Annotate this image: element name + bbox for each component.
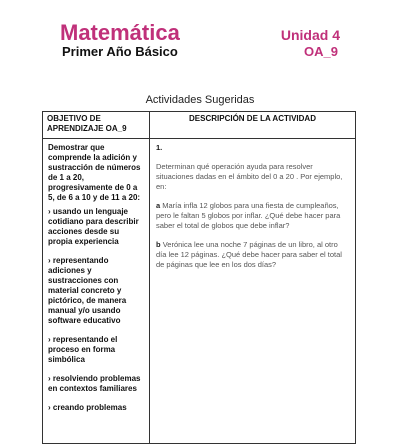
oa-label: OA_9 <box>304 44 338 59</box>
objective-item: › representando adiciones y sustracciones con material concreto y pictórico, de manera manual y/o usando software educativo <box>48 256 127 325</box>
objective-item: › resolviendo problemas en contextos familiares <box>48 374 141 393</box>
table-row <box>43 139 356 444</box>
unit-label: Unidad 4 <box>280 27 340 43</box>
activity-intro: Determinan qué operación ayuda para resolver situaciones dadas en el ámbito del 0 a 20 . Por ejemplo, en: <box>156 162 343 191</box>
objective-cell <box>43 139 150 444</box>
grade-subtitle: Primer Año Básico <box>62 44 178 59</box>
activity-item-text: María infla 12 globos para una fiesta de cumpleaños, pero le faltan 5 globos por inflar. ¿Qué debe hacer para saber el total de globos que debe inflar? <box>156 201 341 230</box>
activity-item-letter: a <box>156 201 161 210</box>
activity-number: 1. <box>156 143 163 152</box>
activity-item <box>156 240 349 270</box>
activities-table <box>42 111 356 444</box>
objective-intro: Demostrar que comprende la adición y sustracción de números de 1 a 20, progresivamente de 0 a 5, de 6 a 10 y de 11 a 20: <box>48 143 141 202</box>
description-cell <box>150 139 356 444</box>
objective-item: › representando el proceso en forma simbólica <box>48 335 118 364</box>
objective-item: › creando problemas <box>48 403 127 412</box>
table-header-row <box>43 112 356 139</box>
activity-item-text: Verónica lee una noche 7 páginas de un libro, al otro día lee 12 páginas. ¿Qué debe hacer para saber el total de páginas que lee en los dos días? <box>156 240 342 269</box>
subject-title: Matemática <box>60 20 180 45</box>
description-column-header: DESCRIPCIÓN DE LA ACTIVIDAD <box>150 112 356 139</box>
objective-column-header: OBJETIVO DE APRENDIZAJE OA_9 <box>43 112 150 139</box>
section-title: Actividades Sugeridas <box>145 94 255 106</box>
objective-item: › usando un lenguaje cotidiano para describir acciones desde su propia experiencia <box>48 207 139 246</box>
activity-item <box>156 201 349 231</box>
activity-item-letter: b <box>156 240 161 249</box>
